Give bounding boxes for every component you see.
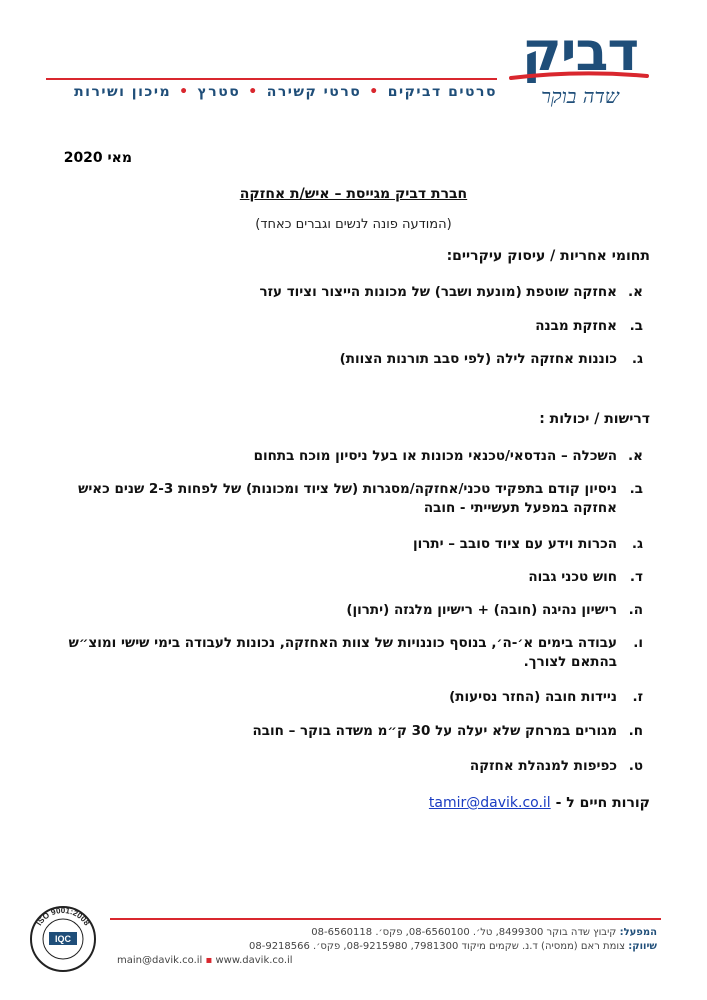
list-marker: ה.: [628, 602, 643, 618]
tagline-item: סרטי קשירה: [266, 84, 362, 100]
footer-web-line: [117, 954, 657, 968]
list-item-text: רישיון נהיגה (חובה) + רישיון מלגזה (יתרון): [346, 602, 617, 618]
document-title: חברת דביק מגייסת – איש/ת אחזקה: [239, 186, 468, 202]
list-item-text: עבודה בימים א׳-ה׳, בנוסף כוננויות של צוות האחזקה, נכונות לעבודה בימי שישי ומוצ״ש בהתאם לצורך.: [68, 635, 617, 670]
footer-divider: [110, 918, 661, 920]
list-item-text: הכרות וידע עם ציוד סובב – יתרון: [412, 536, 617, 552]
list-item: [63, 634, 643, 672]
list-marker: ד.: [629, 569, 643, 585]
list-item-text: ניסיון קודם בתפקיד טכני/אחזקה/מסגרות (של ציוד ומכונות) של לפחות 2-3 שנים כאיש אחזקה במפעל תעשייתי - חובה: [78, 481, 617, 516]
bullet-icon: •: [179, 84, 190, 100]
logo-swoosh-icon: [509, 70, 649, 82]
list-item: [63, 568, 643, 587]
list-item-text: אחזקת מבנה: [535, 318, 617, 334]
contact-line: [429, 795, 650, 811]
list-marker: ב.: [629, 481, 643, 497]
header-tagline: [74, 84, 497, 100]
list-marker: ט.: [628, 758, 643, 774]
bullet-icon: •: [248, 84, 259, 100]
footer-website[interactable]: www.davik.co.il: [215, 955, 293, 966]
document-subtitle: (המודעה פונה לנשים וגברים כאחד): [255, 217, 452, 232]
list-marker: א.: [628, 284, 643, 300]
logo-wordmark: דביק: [521, 20, 639, 83]
tagline-item: סרטים דביקים: [387, 84, 497, 100]
list-item-text: חוש טכני גבוה: [528, 569, 617, 585]
list-marker: א.: [628, 448, 643, 464]
bullet-icon: ▪: [205, 955, 213, 966]
list-item-text: כפיפות למנהלת אחזקה: [469, 758, 617, 774]
footer-factory-label: המפעל:: [619, 927, 657, 938]
list-item-text: מגורים במרחק שלא יעלה על 30 ק״מ משדה בוקר – חובה: [252, 723, 617, 739]
footer-factory-line: [117, 926, 657, 940]
footer-factory-text: קיבוץ שדה בוקר 8499300, טל׳. 08-6560100, פקס׳. 08-6560118: [311, 927, 617, 938]
list-marker: ח.: [628, 723, 643, 739]
list-item: [63, 757, 643, 776]
footer-email[interactable]: main@davik.co.il: [117, 955, 203, 966]
footer-marketing-line: [117, 940, 657, 954]
company-logo: [505, 22, 655, 109]
list-item-text: ניידות חובה (החזר נסיעות): [449, 689, 617, 705]
list-marker: ג.: [631, 536, 643, 552]
list-item-text: כוננות אחזקה לילה (לפי סבב תורנות הצוות): [339, 351, 617, 367]
list-marker: ו.: [633, 635, 643, 651]
list-item: [63, 350, 643, 369]
seal-center-text: IQC: [54, 934, 72, 944]
list-marker: ב.: [629, 318, 643, 334]
list-item: [63, 283, 643, 302]
list-item-text: אחזקה שוטפת (מונעת ושבר) של מכונות הייצור וציוד עזר: [259, 284, 617, 300]
footer-marketing-text: צומת ראם (ממסיה) ד.נ. שקמים מיקוד 7981300, 08-9215980, פקס׳. 08-9218566: [249, 941, 626, 952]
list-item: [63, 480, 643, 518]
list-marker: ז.: [632, 689, 643, 705]
section-heading-responsibilities: תחומי אחריות / עיסוק עיקריים:: [446, 248, 650, 264]
list-item: [63, 317, 643, 336]
bullet-icon: •: [369, 84, 380, 100]
document-date: מאי 2020: [63, 150, 132, 166]
list-item: [63, 447, 643, 466]
contact-label: קורות חיים ל -: [555, 795, 650, 811]
footer-contact-info: [117, 926, 657, 968]
tagline-item: מיכון ושירות: [74, 84, 172, 100]
contact-email-link[interactable]: tamir@davik.co.il: [428, 795, 551, 811]
seal-arc-text: ISO 9001:2008: [34, 905, 92, 928]
iso-certification-seal-icon: [28, 904, 98, 974]
list-item: [63, 601, 643, 620]
list-item-text: השכלה – הנדסאי/טכנאי מכונות או בעל ניסיון מוכח בתחום: [253, 448, 617, 464]
list-item: [63, 688, 643, 707]
header-divider: [46, 78, 497, 80]
footer-marketing-label: שיווק:: [628, 941, 657, 952]
logo-subtitle: שדה בוקר: [541, 84, 619, 108]
list-marker: ג.: [631, 351, 643, 367]
section-heading-requirements: דרישות / יכולות :: [539, 411, 650, 427]
list-item: [63, 535, 643, 554]
tagline-item: סטרץ: [197, 84, 241, 100]
list-item: [63, 722, 643, 741]
